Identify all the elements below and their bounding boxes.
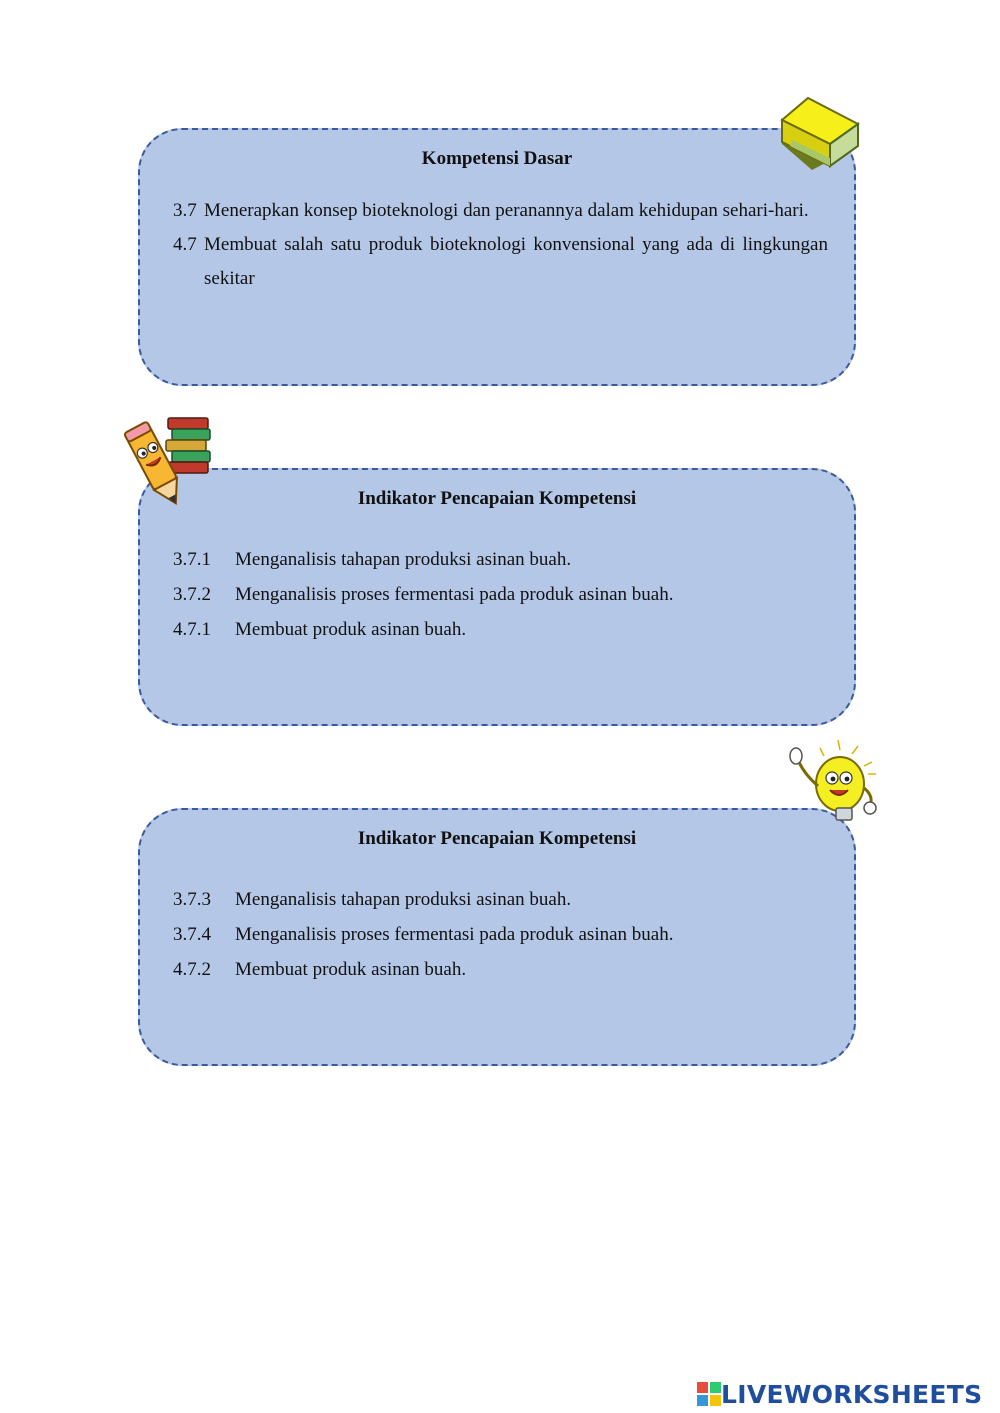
lightbulb-character-icon: [780, 738, 880, 826]
item-number: 3.7.2: [173, 584, 211, 605]
item-text: Menerapkan konsep bioteknologi dan peranannya dalam kehidupan sehari-hari.: [204, 200, 809, 221]
list-item: [173, 542, 834, 577]
item-number: 3.7.1: [173, 549, 211, 570]
item-text: Menganalisis tahapan produksi asinan buah.: [235, 889, 572, 910]
liveworksheets-logo-icon: [697, 1382, 721, 1406]
list-item: [173, 228, 828, 296]
indikator-title-1: Indikator Pencapaian Kompetensi: [357, 488, 637, 509]
item-text: Menganalisis proses fermentasi pada produk asinan buah.: [235, 924, 674, 945]
indikator-box-2: [138, 808, 856, 1066]
kompetensi-dasar-box: [138, 128, 856, 386]
indikator-title-2: Indikator Pencapaian Kompetensi: [357, 828, 637, 849]
list-item: [173, 612, 834, 647]
kompetensi-dasar-list: [173, 194, 828, 296]
item-number: 4.7: [173, 234, 197, 255]
liveworksheets-logo-text: LIVEWORKSHEETS: [721, 1379, 983, 1409]
indikator-list-2: [173, 882, 834, 987]
book-icon: [778, 96, 862, 174]
list-item: [173, 882, 834, 917]
item-number: 3.7.3: [173, 889, 211, 910]
item-text: Membuat salah satu produk bioteknologi konvensional yang ada di lingkungan sekitar: [204, 234, 828, 289]
item-number: 4.7.2: [173, 959, 211, 980]
item-text: Membuat produk asinan buah.: [235, 959, 467, 980]
item-text: Membuat produk asinan buah.: [235, 619, 467, 640]
item-number: 4.7.1: [173, 619, 211, 640]
kompetensi-dasar-title: Kompetensi Dasar: [421, 148, 573, 169]
indikator-list-1: [173, 542, 834, 647]
list-item: [173, 194, 828, 228]
item-number: 3.7: [173, 200, 197, 221]
pencil-books-icon: [116, 414, 216, 514]
item-text: Menganalisis proses fermentasi pada produk asinan buah.: [235, 584, 674, 605]
item-text: Menganalisis tahapan produksi asinan buah.: [235, 549, 572, 570]
liveworksheets-logo: [697, 1380, 982, 1408]
list-item: [173, 577, 834, 612]
indikator-box-1: [138, 468, 856, 726]
list-item: [173, 917, 834, 952]
item-number: 3.7.4: [173, 924, 211, 945]
list-item: [173, 952, 834, 987]
